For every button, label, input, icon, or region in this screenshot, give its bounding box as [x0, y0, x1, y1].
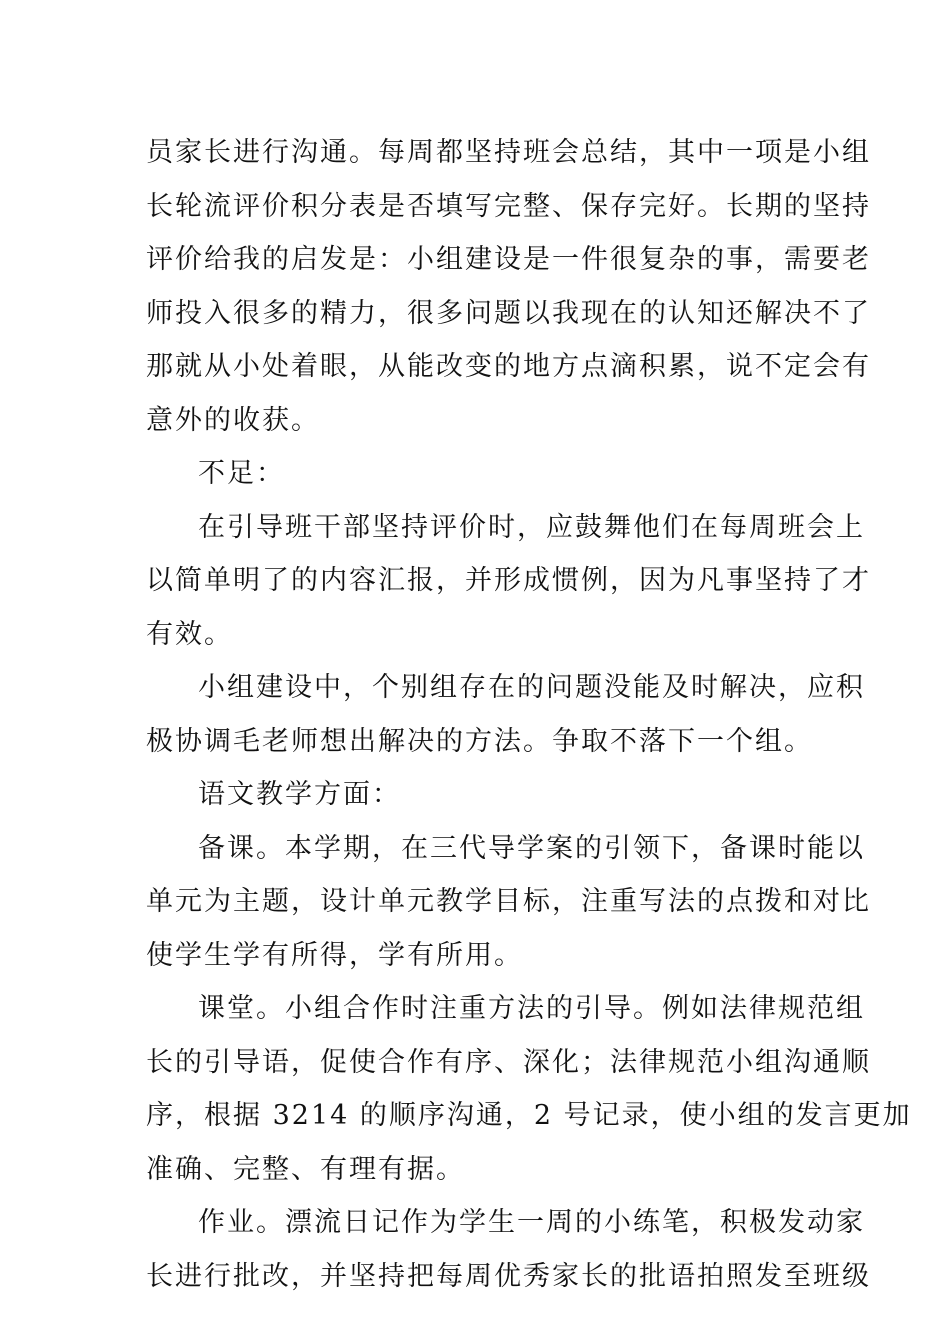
text-line: 准确、完整、有理有据。 [146, 1153, 465, 1185]
text-line: 有效。 [146, 618, 233, 650]
text-line: 极协调毛老师想出解决的方法。争取不落下一个组。 [146, 725, 813, 757]
text-line: 小组建设中，个别组存在的问题没能及时解决，应积 [198, 672, 865, 703]
text-line: 长的引导语，促使合作有序、深化；法律规范小组沟通顺 [146, 1046, 871, 1078]
text-line: 那就从小处着眼，从能改变的地方点滴积累，说不定会有 [146, 351, 871, 382]
text-line: 在引导班干部坚持评价时，应鼓舞他们在每周班会上 [198, 511, 865, 543]
text-line: 序，根据 3214 的顺序沟通，2 号记录，使小组的发言更加 [146, 1100, 912, 1131]
text-line: 不足： [198, 458, 285, 489]
text-line: 作业。漂流日记作为学生一周的小练笔，积极发动家 [198, 1207, 865, 1238]
text-line: 员家长进行沟通。每周都坚持班会总结，其中一项是小组 [146, 137, 871, 168]
text-line: 课堂。小组合作时注重方法的引导。例如法律规范组 [198, 993, 865, 1024]
text-line: 评价给我的启发是：小组建设是一件很复杂的事，需要老 [146, 244, 871, 275]
text-line: 以简单明了的内容汇报，并形成惯例，因为凡事坚持了才 [146, 565, 871, 596]
text-line: 长进行批改，并坚持把每周优秀家长的批语拍照发至班级 [146, 1260, 871, 1292]
document-body [146, 126, 912, 1303]
text-line: 语文教学方面： [198, 779, 401, 810]
text-line: 意外的收获。 [146, 404, 320, 436]
text-line: 使学生学有所得，学有所用。 [146, 939, 523, 971]
text-line: 长轮流评价积分表是否填写完整、保存完好。长期的坚持 [146, 190, 871, 222]
text-line: 单元为主题，设计单元教学目标，注重写法的点拨和对比 [146, 886, 871, 917]
text-line: 师投入很多的精力，很多问题以我现在的认知还解决不了 [146, 297, 871, 329]
text-line: 备课。本学期，在三代导学案的引领下，备课时能以 [198, 832, 865, 864]
